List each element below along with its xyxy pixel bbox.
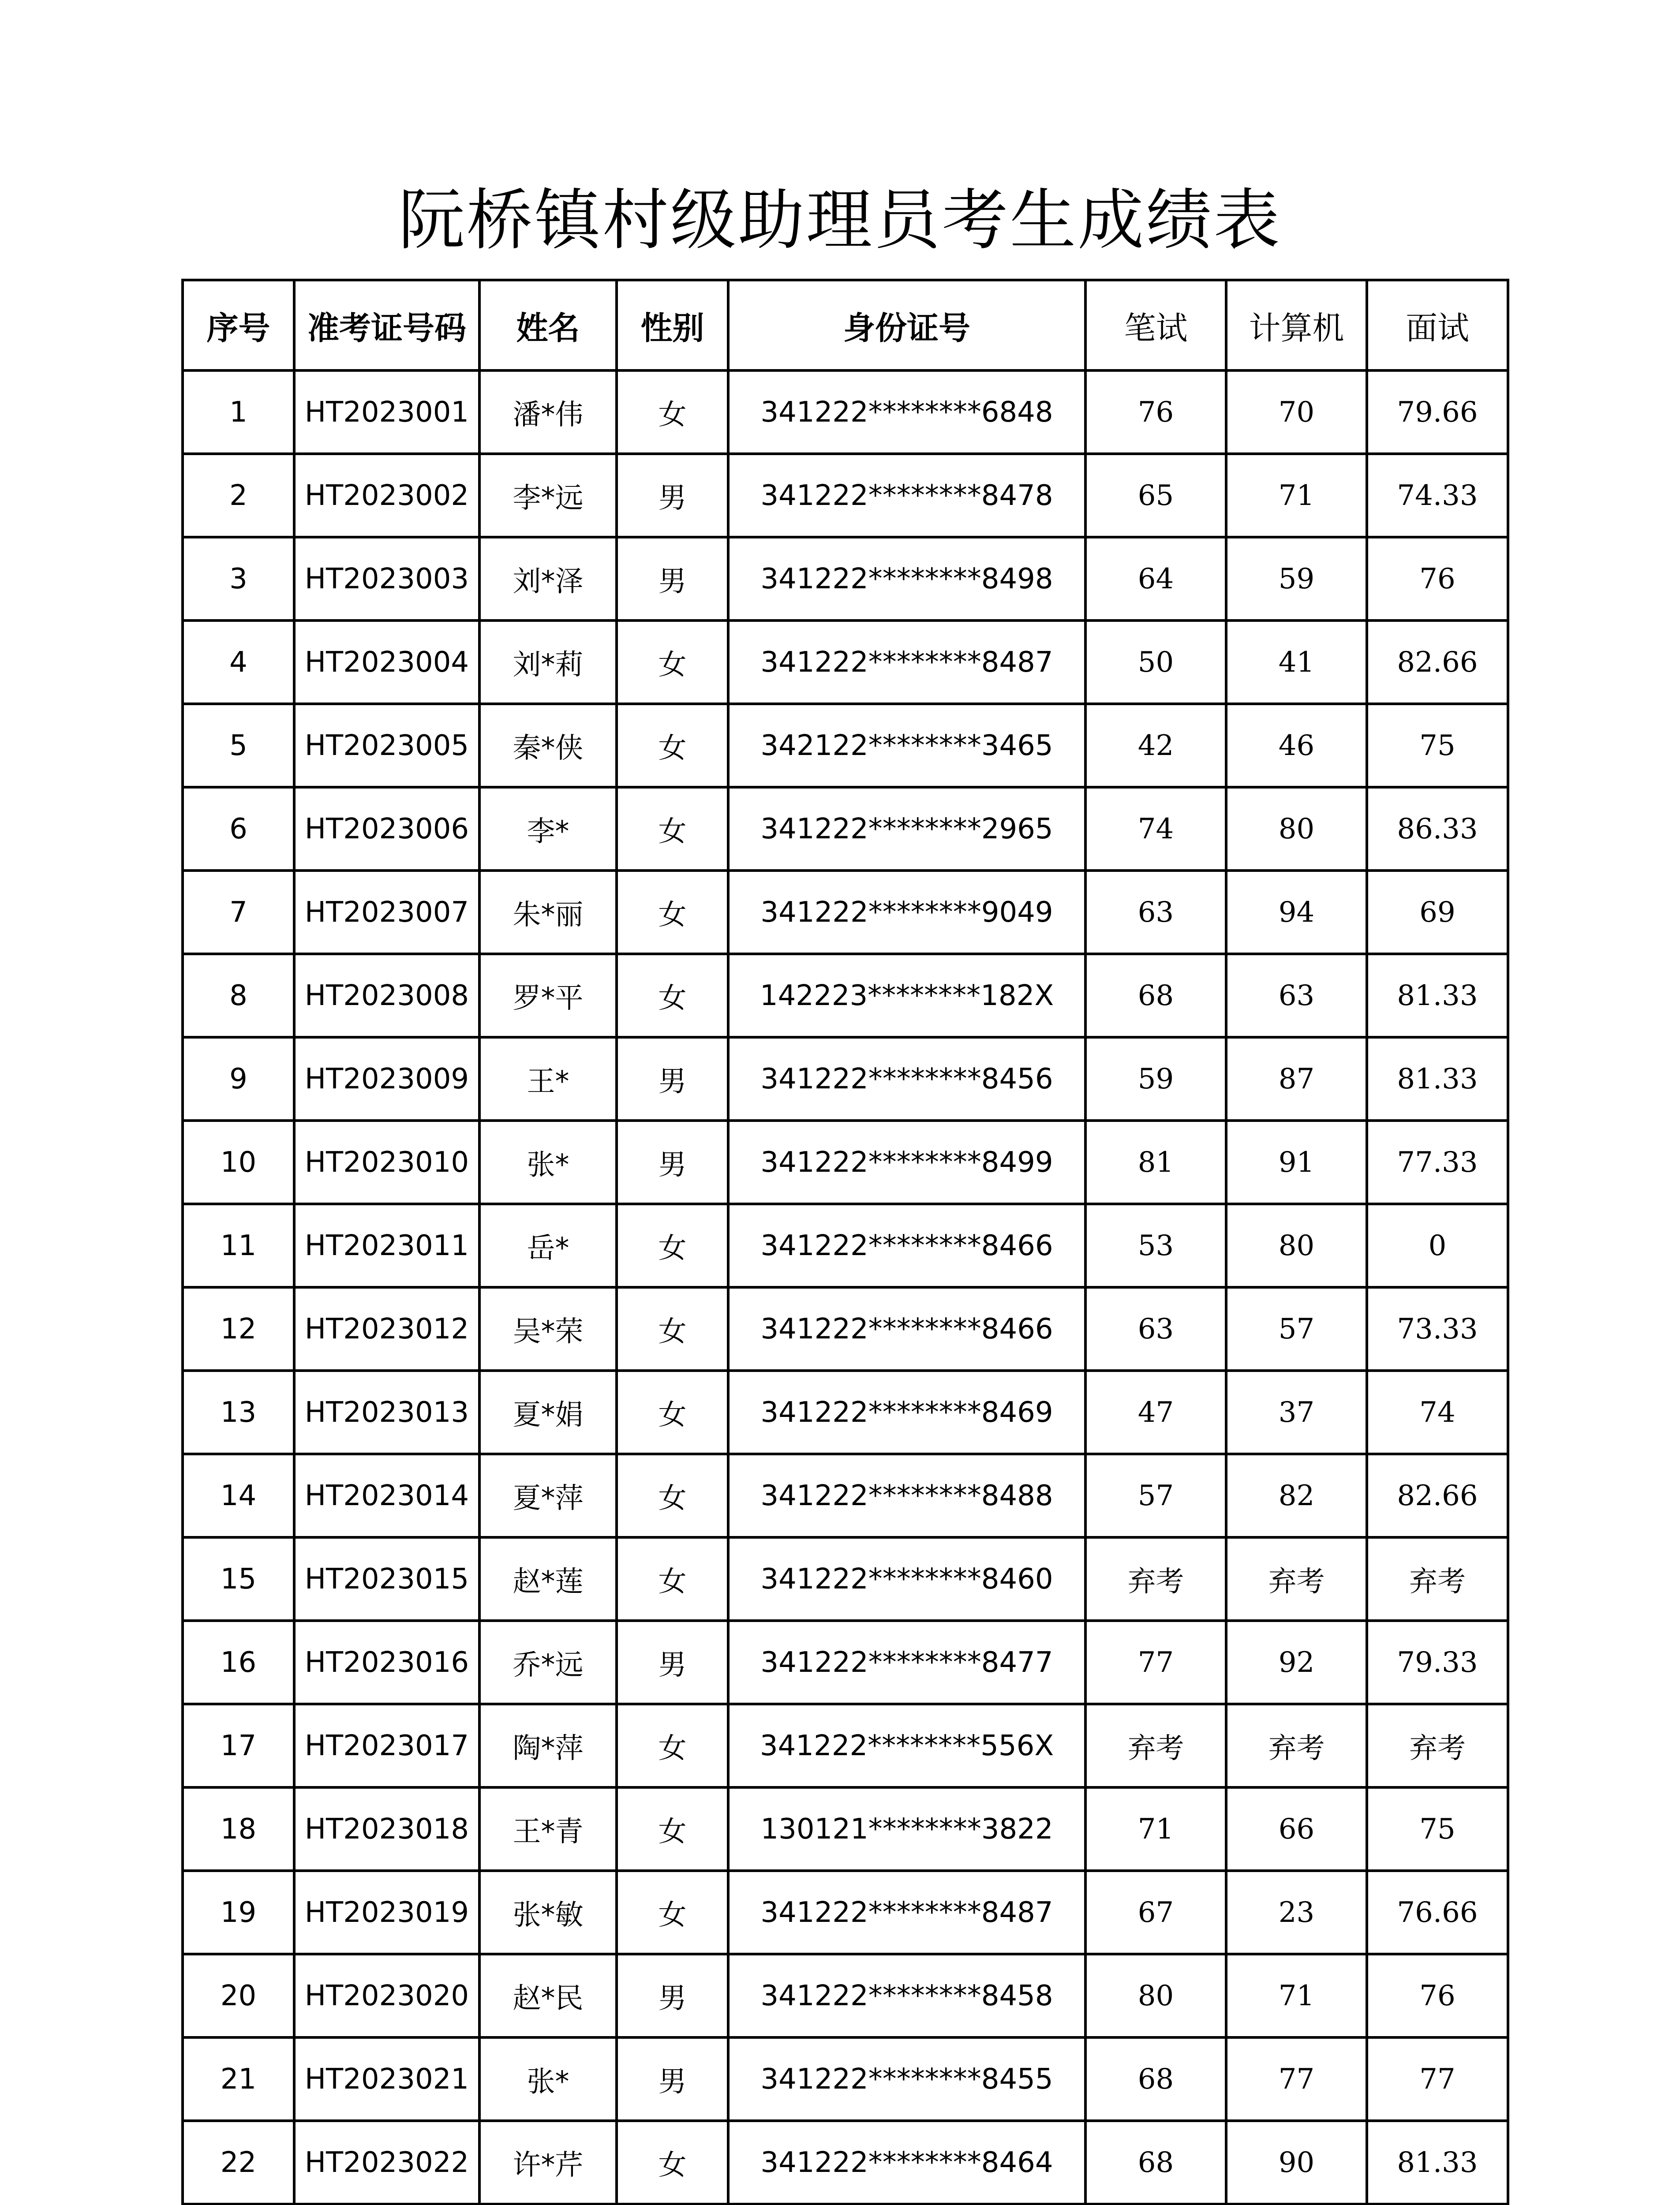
cell-id-number: 130121********3822 [728, 1787, 1085, 1871]
cell-exam-id: HT2023020 [294, 1954, 479, 2037]
cell-id-number: 341222********8499 [728, 1121, 1085, 1204]
cell-exam-id: HT2023011 [294, 1204, 479, 1287]
cell-name: 张* [479, 2037, 617, 2121]
cell-exam-id: HT2023009 [294, 1037, 479, 1121]
table-row [183, 2121, 1508, 2204]
table-row [183, 787, 1508, 871]
table-row [183, 454, 1508, 537]
cell-computer: 90 [1226, 2121, 1367, 2204]
cell-interview: 76 [1367, 1954, 1508, 2037]
cell-interview: 69 [1367, 871, 1508, 954]
cell-gender: 男 [617, 454, 728, 537]
cell-exam-id: HT2023007 [294, 871, 479, 954]
cell-gender: 女 [617, 370, 728, 454]
cell-name: 吴*荣 [479, 1287, 617, 1371]
cell-name: 乔*远 [479, 1621, 617, 1704]
cell-seq: 7 [183, 871, 294, 954]
cell-gender: 女 [617, 787, 728, 871]
cell-seq: 2 [183, 454, 294, 537]
cell-gender: 男 [617, 1621, 728, 1704]
cell-name: 秦*侠 [479, 704, 617, 787]
cell-interview: 81.33 [1367, 1037, 1508, 1121]
cell-interview: 79.66 [1367, 370, 1508, 454]
cell-exam-id: HT2023002 [294, 454, 479, 537]
cell-gender: 男 [617, 2037, 728, 2121]
cell-exam-id: HT2023014 [294, 1454, 479, 1537]
cell-name: 罗*平 [479, 954, 617, 1037]
cell-id-number: 341222********8469 [728, 1371, 1085, 1454]
cell-name: 夏*娟 [479, 1371, 617, 1454]
cell-exam-id: HT2023015 [294, 1537, 479, 1621]
cell-gender: 女 [617, 954, 728, 1037]
cell-written: 68 [1085, 2037, 1226, 2121]
table-row [183, 1621, 1508, 1704]
scores-table [181, 279, 1509, 2205]
cell-computer: 57 [1226, 1287, 1367, 1371]
header-name: 姓名 [479, 280, 617, 370]
cell-interview: 75 [1367, 704, 1508, 787]
cell-computer: 71 [1226, 454, 1367, 537]
cell-written: 63 [1085, 871, 1226, 954]
header-seq: 序号 [183, 280, 294, 370]
cell-seq: 14 [183, 1454, 294, 1537]
cell-id-number: 342122********3465 [728, 704, 1085, 787]
cell-gender: 男 [617, 1954, 728, 2037]
cell-name: 王*青 [479, 1787, 617, 1871]
table-row [183, 1787, 1508, 1871]
cell-exam-id: HT2023006 [294, 787, 479, 871]
cell-interview: 77 [1367, 2037, 1508, 2121]
cell-exam-id: HT2023001 [294, 370, 479, 454]
cell-name: 潘*伟 [479, 370, 617, 454]
cell-written: 42 [1085, 704, 1226, 787]
cell-written: 68 [1085, 2121, 1226, 2204]
cell-id-number: 341222********8478 [728, 454, 1085, 537]
cell-computer: 23 [1226, 1871, 1367, 1954]
cell-computer: 91 [1226, 1121, 1367, 1204]
cell-name: 朱*丽 [479, 871, 617, 954]
cell-exam-id: HT2023017 [294, 1704, 479, 1787]
cell-seq: 6 [183, 787, 294, 871]
cell-seq: 19 [183, 1871, 294, 1954]
cell-gender: 女 [617, 871, 728, 954]
cell-name: 张* [479, 1121, 617, 1204]
cell-computer: 71 [1226, 1954, 1367, 2037]
cell-written: 77 [1085, 1621, 1226, 1704]
cell-written: 80 [1085, 1954, 1226, 2037]
table-row [183, 1454, 1508, 1537]
cell-exam-id: HT2023018 [294, 1787, 479, 1871]
cell-id-number: 341222********8487 [728, 1871, 1085, 1954]
cell-exam-id: HT2023003 [294, 537, 479, 620]
cell-exam-id: HT2023016 [294, 1621, 479, 1704]
cell-exam-id: HT2023008 [294, 954, 479, 1037]
cell-written: 47 [1085, 1371, 1226, 1454]
cell-written: 74 [1085, 787, 1226, 871]
table-row [183, 1704, 1508, 1787]
cell-seq: 22 [183, 2121, 294, 2204]
cell-gender: 女 [617, 1454, 728, 1537]
cell-seq: 4 [183, 620, 294, 704]
cell-interview: 74.33 [1367, 454, 1508, 537]
cell-computer: 46 [1226, 704, 1367, 787]
page-title: 阮桥镇村级助理员考生成绩表 [398, 182, 1282, 259]
cell-computer: 37 [1226, 1371, 1367, 1454]
header-exam-id: 准考证号码 [294, 280, 479, 370]
cell-interview: 81.33 [1367, 954, 1508, 1037]
table-row [183, 537, 1508, 620]
cell-id-number: 341222********8458 [728, 1954, 1085, 2037]
cell-seq: 10 [183, 1121, 294, 1204]
cell-computer: 92 [1226, 1621, 1367, 1704]
table-row [183, 1287, 1508, 1371]
cell-seq: 20 [183, 1954, 294, 2037]
cell-id-number: 341222********8498 [728, 537, 1085, 620]
cell-written: 67 [1085, 1871, 1226, 1954]
cell-computer: 77 [1226, 2037, 1367, 2121]
cell-seq: 8 [183, 954, 294, 1037]
cell-gender: 女 [617, 1204, 728, 1287]
cell-id-number: 341222********8466 [728, 1287, 1085, 1371]
table-row [183, 620, 1508, 704]
cell-interview: 73.33 [1367, 1287, 1508, 1371]
cell-computer: 94 [1226, 871, 1367, 954]
table-row [183, 871, 1508, 954]
cell-written: 57 [1085, 1454, 1226, 1537]
header-id-number: 身份证号 [728, 280, 1085, 370]
cell-gender: 女 [617, 704, 728, 787]
cell-exam-id: HT2023004 [294, 620, 479, 704]
cell-computer: 弃考 [1226, 1537, 1367, 1621]
cell-name: 夏*萍 [479, 1454, 617, 1537]
cell-name: 王* [479, 1037, 617, 1121]
cell-interview: 79.33 [1367, 1621, 1508, 1704]
cell-seq: 21 [183, 2037, 294, 2121]
cell-written: 71 [1085, 1787, 1226, 1871]
cell-exam-id: HT2023010 [294, 1121, 479, 1204]
cell-seq: 3 [183, 537, 294, 620]
cell-interview: 75 [1367, 1787, 1508, 1871]
cell-computer: 66 [1226, 1787, 1367, 1871]
cell-written: 弃考 [1085, 1704, 1226, 1787]
cell-interview: 86.33 [1367, 787, 1508, 871]
cell-exam-id: HT2023021 [294, 2037, 479, 2121]
cell-written: 53 [1085, 1204, 1226, 1287]
cell-id-number: 341222********8460 [728, 1537, 1085, 1621]
cell-name: 赵*民 [479, 1954, 617, 2037]
cell-computer: 41 [1226, 620, 1367, 704]
cell-written: 50 [1085, 620, 1226, 704]
cell-seq: 5 [183, 704, 294, 787]
cell-id-number: 341222********8455 [728, 2037, 1085, 2121]
cell-seq: 9 [183, 1037, 294, 1121]
cell-id-number: 341222********556X [728, 1704, 1085, 1787]
cell-interview: 76 [1367, 537, 1508, 620]
cell-computer: 82 [1226, 1454, 1367, 1537]
cell-seq: 18 [183, 1787, 294, 1871]
cell-computer: 弃考 [1226, 1704, 1367, 1787]
cell-name: 李* [479, 787, 617, 871]
cell-interview: 0 [1367, 1204, 1508, 1287]
table-row [183, 1871, 1508, 1954]
cell-interview: 76.66 [1367, 1871, 1508, 1954]
table-row [183, 2037, 1508, 2121]
cell-written: 68 [1085, 954, 1226, 1037]
cell-written: 63 [1085, 1287, 1226, 1371]
cell-gender: 女 [617, 1787, 728, 1871]
table-row [183, 954, 1508, 1037]
cell-exam-id: HT2023005 [294, 704, 479, 787]
cell-exam-id: HT2023022 [294, 2121, 479, 2204]
cell-interview: 82.66 [1367, 620, 1508, 704]
cell-seq: 1 [183, 370, 294, 454]
cell-name: 岳* [479, 1204, 617, 1287]
cell-seq: 13 [183, 1371, 294, 1454]
cell-seq: 12 [183, 1287, 294, 1371]
table-row [183, 1204, 1508, 1287]
cell-computer: 80 [1226, 787, 1367, 871]
cell-name: 李*远 [479, 454, 617, 537]
header-computer: 计算机 [1226, 280, 1367, 370]
cell-exam-id: HT2023019 [294, 1871, 479, 1954]
cell-seq: 11 [183, 1204, 294, 1287]
cell-seq: 16 [183, 1621, 294, 1704]
header-written: 笔试 [1085, 280, 1226, 370]
cell-computer: 63 [1226, 954, 1367, 1037]
cell-id-number: 341222********6848 [728, 370, 1085, 454]
cell-exam-id: HT2023012 [294, 1287, 479, 1371]
cell-exam-id: HT2023013 [294, 1371, 479, 1454]
table-row [183, 370, 1508, 454]
cell-written: 弃考 [1085, 1537, 1226, 1621]
cell-name: 刘*泽 [479, 537, 617, 620]
cell-id-number: 341222********8466 [728, 1204, 1085, 1287]
cell-gender: 女 [617, 1704, 728, 1787]
cell-interview: 弃考 [1367, 1704, 1508, 1787]
cell-name: 许*芹 [479, 2121, 617, 2204]
cell-computer: 59 [1226, 537, 1367, 620]
cell-id-number: 341222********2965 [728, 787, 1085, 871]
cell-computer: 87 [1226, 1037, 1367, 1121]
cell-name: 刘*莉 [479, 620, 617, 704]
table-row [183, 1037, 1508, 1121]
cell-computer: 80 [1226, 1204, 1367, 1287]
cell-interview: 77.33 [1367, 1121, 1508, 1204]
cell-gender: 女 [617, 2121, 728, 2204]
table-row [183, 1537, 1508, 1621]
cell-seq: 17 [183, 1704, 294, 1787]
cell-id-number: 142223********182X [728, 954, 1085, 1037]
cell-interview: 81.33 [1367, 2121, 1508, 2204]
cell-written: 81 [1085, 1121, 1226, 1204]
cell-seq: 15 [183, 1537, 294, 1621]
cell-written: 65 [1085, 454, 1226, 537]
cell-gender: 女 [617, 1287, 728, 1371]
cell-id-number: 341222********8464 [728, 2121, 1085, 2204]
cell-computer: 70 [1226, 370, 1367, 454]
cell-interview: 82.66 [1367, 1454, 1508, 1537]
table-row [183, 704, 1508, 787]
cell-id-number: 341222********8488 [728, 1454, 1085, 1537]
cell-gender: 男 [617, 1121, 728, 1204]
cell-interview: 74 [1367, 1371, 1508, 1454]
cell-gender: 男 [617, 1037, 728, 1121]
cell-written: 59 [1085, 1037, 1226, 1121]
cell-gender: 男 [617, 537, 728, 620]
cell-gender: 女 [617, 1371, 728, 1454]
cell-gender: 女 [617, 1537, 728, 1621]
cell-id-number: 341222********8456 [728, 1037, 1085, 1121]
cell-written: 64 [1085, 537, 1226, 620]
cell-gender: 女 [617, 1871, 728, 1954]
table-row [183, 1371, 1508, 1454]
header-interview: 面试 [1367, 280, 1508, 370]
cell-id-number: 341222********8487 [728, 620, 1085, 704]
cell-id-number: 341222********8477 [728, 1621, 1085, 1704]
cell-id-number: 341222********9049 [728, 871, 1085, 954]
header-gender: 性别 [617, 280, 728, 370]
cell-name: 陶*萍 [479, 1704, 617, 1787]
table-row [183, 1121, 1508, 1204]
cell-interview: 弃考 [1367, 1537, 1508, 1621]
cell-name: 赵*莲 [479, 1537, 617, 1621]
cell-name: 张*敏 [479, 1871, 617, 1954]
cell-gender: 女 [617, 620, 728, 704]
header-row [183, 280, 1508, 370]
table-row [183, 1954, 1508, 2037]
cell-written: 76 [1085, 370, 1226, 454]
